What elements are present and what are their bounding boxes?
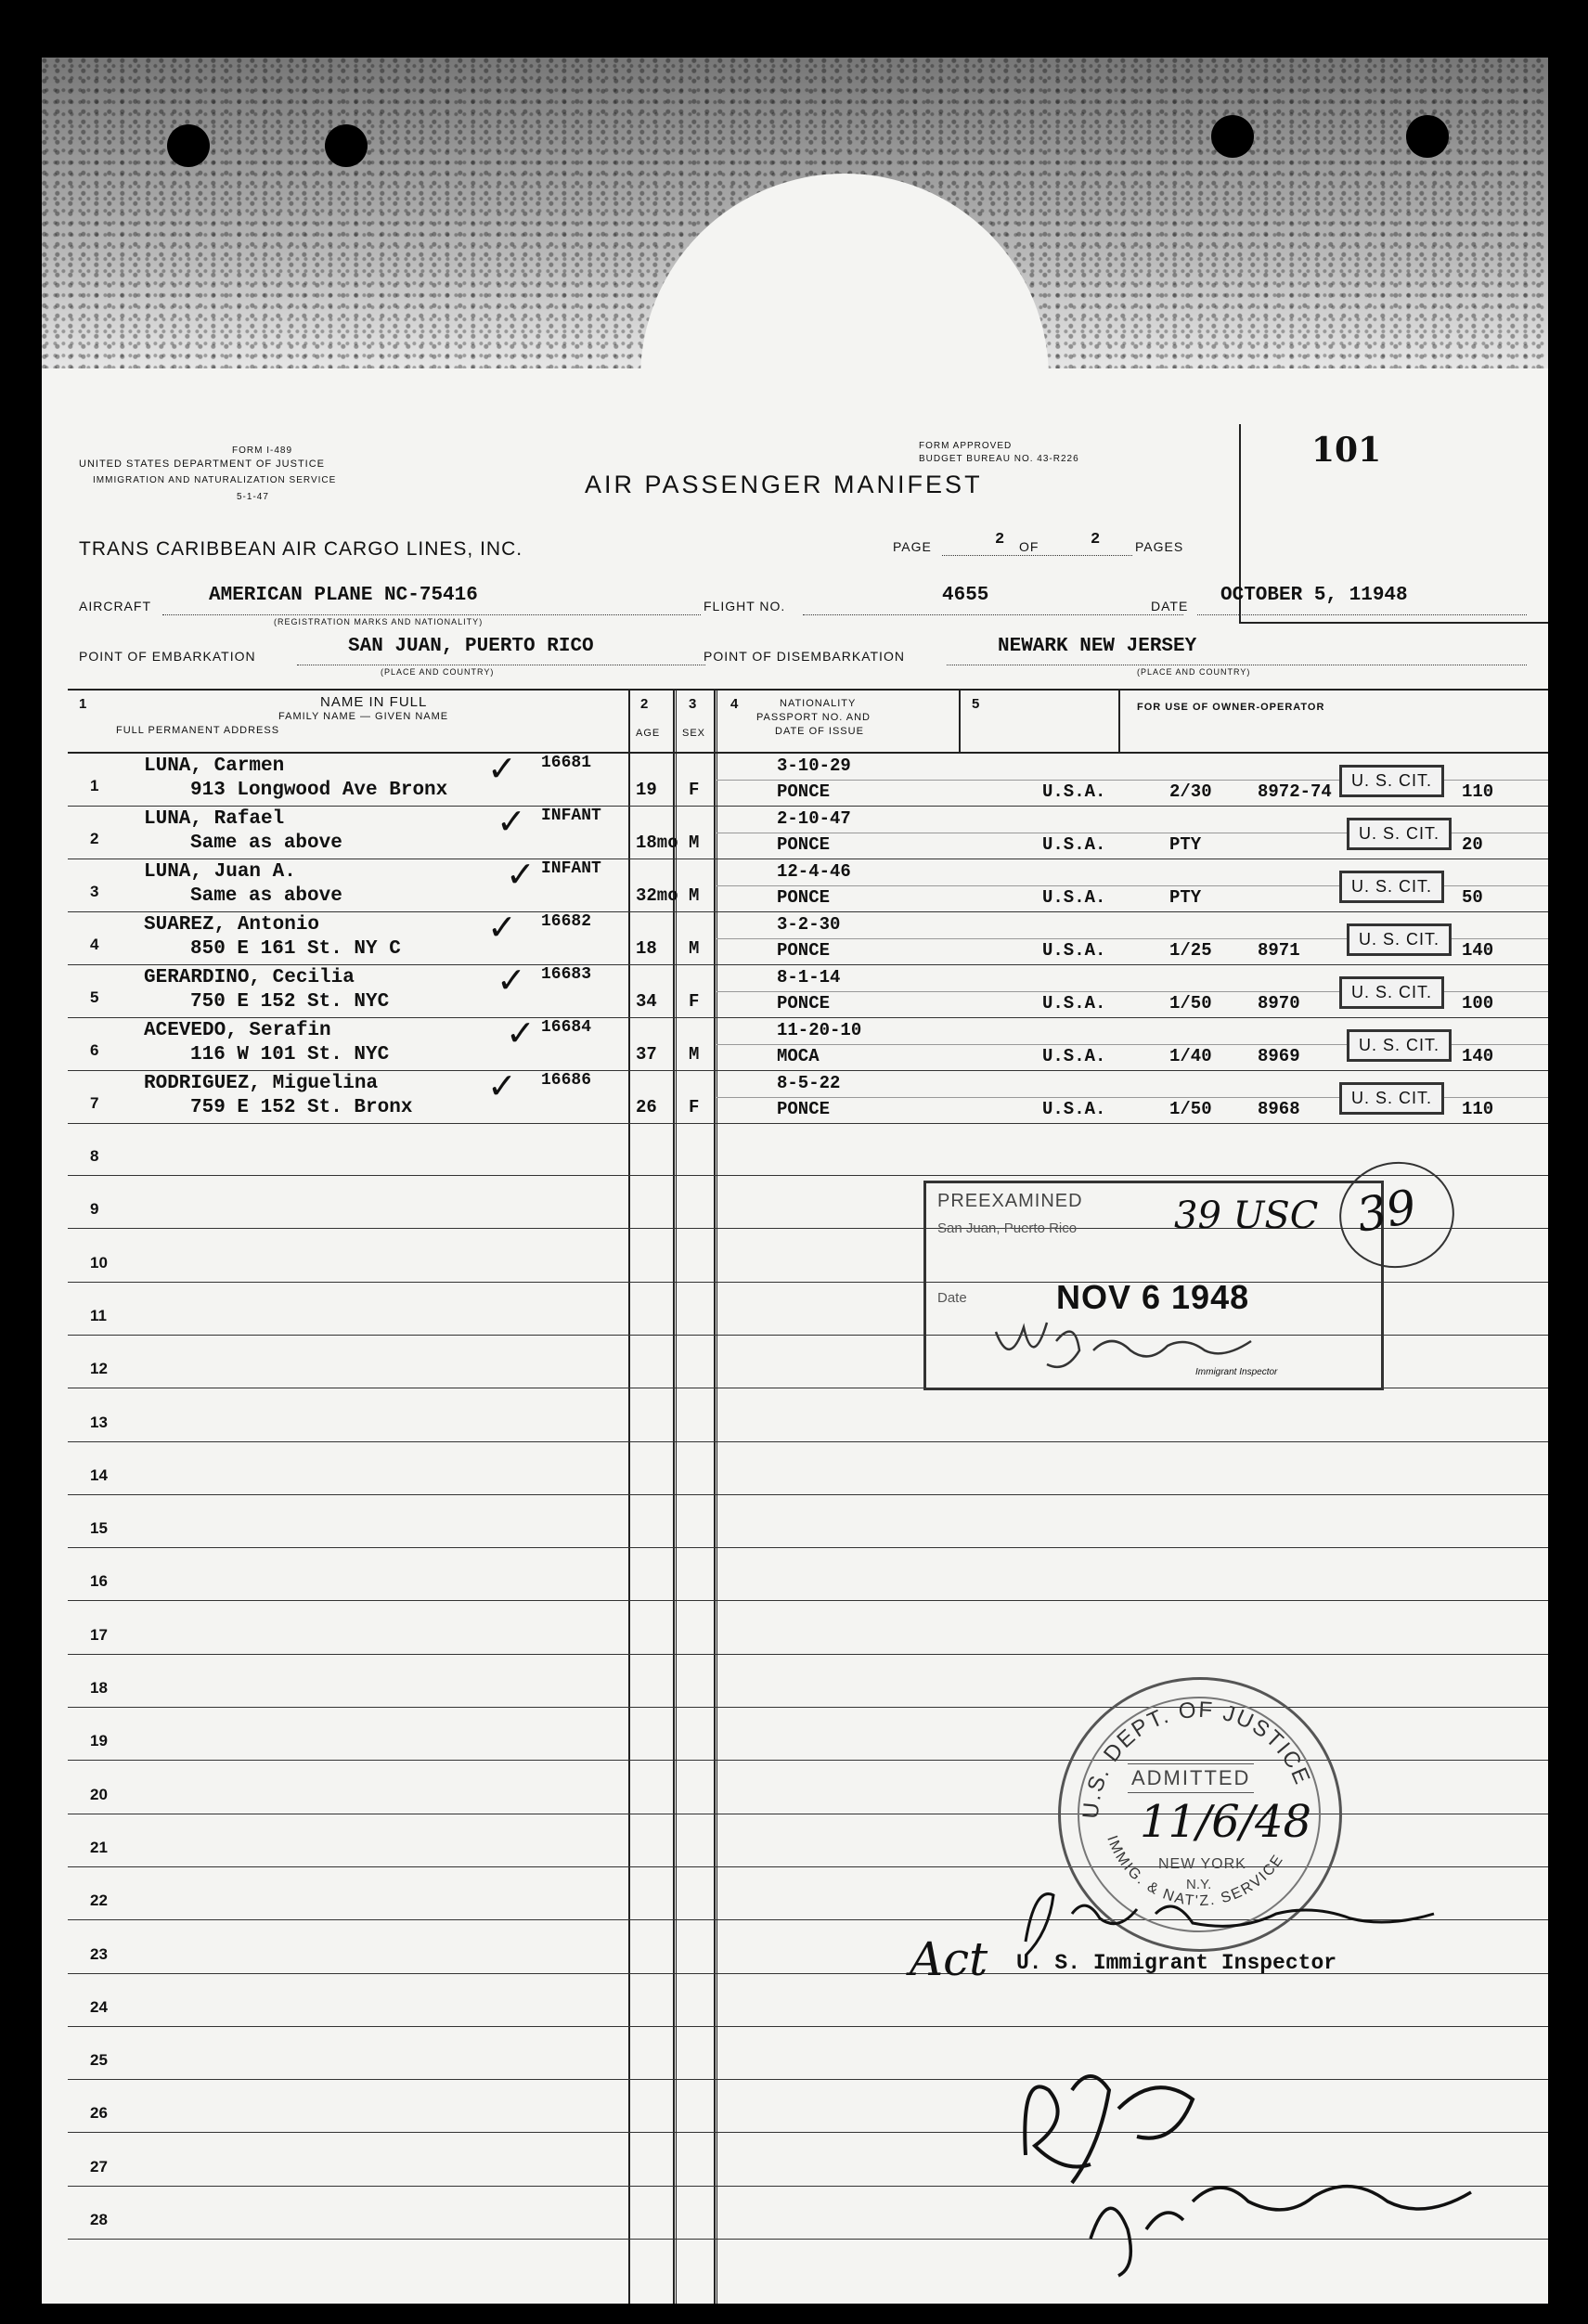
flight-date: OCTOBER 5, 11948	[1220, 585, 1408, 606]
preexam-inspector-label: Immigrant Inspector	[1195, 1367, 1278, 1377]
punch-hole	[325, 124, 368, 167]
check-mark-icon: ✓	[497, 801, 526, 842]
us-citizen-stamp: U. S. CIT.	[1347, 1029, 1452, 1062]
us-citizen-stamp: U. S. CIT.	[1347, 923, 1452, 956]
col4-title-line1: NATIONALITY	[780, 698, 857, 709]
row-number: 6	[90, 1041, 99, 1059]
page-label: PAGE	[893, 539, 932, 554]
reference-number: 8972-74	[1258, 781, 1332, 802]
nationality: U.S.A.	[1042, 993, 1106, 1014]
row-number: 26	[90, 2104, 108, 2122]
inspector-signature	[991, 1313, 1298, 1378]
passenger-age: 37	[636, 1044, 657, 1065]
ticket-number: INFANT	[541, 859, 601, 878]
col2-number: 2	[640, 696, 649, 712]
svg-text:U.S. DEPT. OF JUSTICE: U.S. DEPT. OF JUSTICE	[1078, 1697, 1316, 1820]
service-name: IMMIGRATION AND NATURALIZATION SERVICE	[93, 475, 337, 485]
document-title: AIR PASSENGER MANIFEST	[585, 471, 983, 498]
fare-code: PTY	[1169, 834, 1202, 855]
col6-title: FOR USE OF OWNER-OPERATOR	[1137, 702, 1325, 713]
row-number: 18	[90, 1679, 108, 1697]
passenger-address: 850 E 161 St. NY C	[190, 938, 401, 960]
passenger-name: ACEVEDO, Serafin	[144, 1020, 331, 1041]
col4-number: 4	[730, 696, 739, 712]
signature-bromelski	[1007, 2034, 1527, 2285]
row-number: 16	[90, 1572, 108, 1590]
passenger-name: RODRIGUEZ, Miguelina	[144, 1073, 379, 1094]
embarkation-value: SAN JUAN, PUERTO RICO	[348, 636, 594, 657]
ticket-number: 16683	[541, 965, 592, 984]
reference-number: 8968	[1258, 1099, 1300, 1119]
ticket-number: 16686	[541, 1071, 592, 1090]
row-number: 14	[90, 1466, 108, 1484]
birthplace: MOCA	[777, 1046, 820, 1066]
row-number: 1	[90, 777, 99, 794]
passenger-address: Same as above	[190, 885, 342, 907]
passenger-sex: F	[689, 991, 700, 1012]
fare-code: PTY	[1169, 887, 1202, 908]
ticket-number: INFANT	[541, 807, 601, 825]
disembarkation-value: NEWARK NEW JERSEY	[998, 636, 1197, 657]
usc-annotation: 39 USC	[1174, 1194, 1319, 1237]
birthplace: PONCE	[777, 781, 831, 802]
col1-address-heading: FULL PERMANENT ADDRESS	[116, 725, 280, 736]
col1-subtitle: FAMILY NAME — GIVEN NAME	[278, 711, 449, 722]
sheet-number: 101	[1311, 431, 1382, 470]
preexam-heading: PREEXAMINED	[937, 1191, 1083, 1211]
signature-john	[998, 1877, 1462, 1960]
ticket-number: 16684	[541, 1018, 592, 1037]
col3-number: 3	[689, 696, 697, 712]
row-number: 22	[90, 1891, 108, 1909]
carrier-name: TRANS CARIBBEAN AIR CARGO LINES, INC.	[79, 538, 523, 560]
col1-number: 1	[79, 696, 87, 712]
ticket-number: 16682	[541, 912, 592, 931]
nationality: U.S.A.	[1042, 887, 1106, 908]
passenger-address: Same as above	[190, 833, 342, 854]
admitted-city: NEW YORK	[1158, 1856, 1246, 1872]
passenger-sex: F	[689, 1097, 700, 1117]
row-number: 15	[90, 1519, 108, 1537]
total-pages: 2	[1091, 531, 1101, 549]
circled-number: 39	[1352, 1179, 1421, 1243]
row-number: 25	[90, 2051, 108, 2069]
baggage-weight: 110	[1462, 1099, 1494, 1119]
col4-title-line2: PASSPORT NO. AND	[756, 712, 871, 723]
row-number: 4	[90, 936, 99, 953]
budget-bureau-no: BUDGET BUREAU NO. 43-R226	[919, 454, 1079, 464]
fare-code: 1/25	[1169, 940, 1212, 961]
nationality: U.S.A.	[1042, 940, 1106, 961]
disembarkation-label: POINT OF DISEMBARKATION	[704, 649, 905, 664]
inspector-title: U. S. Immigrant Inspector	[1016, 1951, 1337, 1975]
form-number: FORM I-489	[232, 445, 293, 456]
admitted-date: 11/6/48	[1140, 1796, 1312, 1848]
passenger-name: LUNA, Juan A.	[144, 861, 296, 883]
row-number: 2	[90, 830, 99, 847]
admitted-status: ADMITTED	[1128, 1763, 1254, 1793]
passport-issue-date: 3-10-29	[777, 755, 851, 776]
nationality: U.S.A.	[1042, 834, 1106, 855]
passport-issue-date: 11-20-10	[777, 1020, 862, 1040]
passenger-sex: M	[689, 938, 700, 959]
row-number: 7	[90, 1094, 99, 1112]
passenger-address: 913 Longwood Ave Bronx	[190, 780, 448, 801]
check-mark-icon: ✓	[487, 1065, 517, 1106]
disembarkation-note: (PLACE AND COUNTRY)	[1137, 667, 1251, 677]
col5-number: 5	[972, 696, 980, 712]
passenger-address: 759 E 152 St. Bronx	[190, 1097, 413, 1118]
check-mark-icon: ✓	[506, 854, 536, 895]
embarkation-note: (PLACE AND COUNTRY)	[381, 667, 495, 677]
passenger-age: 26	[636, 1097, 657, 1117]
preexam-date-label: Date	[937, 1290, 967, 1306]
punch-hole	[1211, 115, 1254, 158]
of-label: OF	[1019, 539, 1039, 554]
reference-number: 8969	[1258, 1046, 1300, 1066]
flight-label: FLIGHT NO.	[704, 599, 786, 613]
passenger-sex: M	[689, 833, 700, 853]
passenger-age: 32mo	[636, 885, 678, 906]
us-citizen-stamp: U. S. CIT.	[1339, 1082, 1444, 1115]
birthplace: PONCE	[777, 834, 831, 855]
row-number: 12	[90, 1360, 108, 1377]
admitted-state: N.Y.	[1186, 1877, 1212, 1892]
col4-title-line3: DATE OF ISSUE	[775, 726, 864, 737]
row-number: 9	[90, 1200, 99, 1218]
punch-hole	[167, 124, 210, 167]
nationality: U.S.A.	[1042, 781, 1106, 802]
passport-issue-date: 8-5-22	[777, 1073, 841, 1093]
passenger-name: LUNA, Rafael	[144, 808, 285, 830]
passenger-sex: M	[689, 885, 700, 906]
check-mark-icon: ✓	[497, 960, 526, 1001]
ticket-number: 16681	[541, 754, 592, 772]
department-name: UNITED STATES DEPARTMENT OF JUSTICE	[79, 458, 326, 470]
row-number: 20	[90, 1786, 108, 1803]
reference-number: 8970	[1258, 993, 1300, 1014]
preexam-date: NOV 6 1948	[1056, 1278, 1250, 1316]
us-citizen-stamp: U. S. CIT.	[1347, 818, 1452, 850]
row-number: 28	[90, 2211, 108, 2228]
passenger-sex: M	[689, 1044, 700, 1065]
baggage-weight: 50	[1462, 887, 1483, 908]
passenger-age: 34	[636, 991, 657, 1012]
manifest-sheet	[42, 58, 1548, 2304]
us-citizen-stamp: U. S. CIT.	[1339, 976, 1444, 1009]
birthplace: PONCE	[777, 993, 831, 1014]
preexam-location: San Juan, Puerto Rico	[937, 1220, 1078, 1236]
form-date-code: 5-1-47	[237, 492, 269, 502]
col2-title: AGE	[636, 728, 661, 739]
passenger-address: 116 W 101 St. NYC	[190, 1044, 390, 1065]
passenger-age: 18	[636, 938, 657, 959]
baggage-weight: 140	[1462, 1046, 1494, 1066]
fare-code: 1/50	[1169, 1099, 1212, 1119]
us-citizen-stamp: U. S. CIT.	[1339, 871, 1444, 903]
fare-code: 1/50	[1169, 993, 1212, 1014]
row-number: 8	[90, 1147, 99, 1165]
row-number: 27	[90, 2158, 108, 2176]
passenger-age: 18mo	[636, 833, 678, 853]
row-number: 24	[90, 1998, 108, 2016]
check-mark-icon: ✓	[487, 907, 517, 948]
row-number: 3	[90, 883, 99, 900]
svg-text:IMMIG. & NAT'Z. SERVICE: IMMIG. & NAT'Z. SERVICE	[1104, 1833, 1287, 1910]
birthplace: PONCE	[777, 887, 831, 908]
embarkation-label: POINT OF EMBARKATION	[79, 649, 256, 664]
flight-number: 4655	[942, 585, 989, 606]
col3-title: SEX	[682, 728, 706, 739]
row-number: 23	[90, 1945, 108, 1963]
form-approved: FORM APPROVED	[919, 441, 1013, 451]
col1-title: NAME IN FULL	[320, 694, 428, 710]
birthplace: PONCE	[777, 940, 831, 961]
passenger-name: LUNA, Carmen	[144, 755, 285, 777]
passenger-name: SUAREZ, Antonio	[144, 914, 320, 936]
row-number: 21	[90, 1839, 108, 1856]
baggage-weight: 110	[1462, 781, 1494, 802]
acting-prefix: Act	[910, 1932, 988, 1986]
nationality: U.S.A.	[1042, 1046, 1106, 1066]
baggage-weight: 140	[1462, 940, 1494, 961]
passport-issue-date: 2-10-47	[777, 808, 851, 829]
row-number: 19	[90, 1732, 108, 1749]
punch-hole	[1406, 115, 1449, 158]
check-mark-icon: ✓	[487, 748, 517, 789]
page-number: 2	[995, 531, 1005, 549]
aircraft-label: AIRCRAFT	[79, 599, 151, 613]
pages-label: PAGES	[1135, 539, 1184, 554]
date-label: DATE	[1151, 599, 1189, 613]
fare-code: 2/30	[1169, 781, 1212, 802]
baggage-weight: 100	[1462, 993, 1494, 1014]
row-number: 13	[90, 1414, 108, 1431]
passenger-sex: F	[689, 780, 700, 800]
row-number: 11	[90, 1307, 107, 1324]
passport-issue-date: 12-4-46	[777, 861, 851, 882]
row-number: 17	[90, 1626, 108, 1644]
fare-code: 1/40	[1169, 1046, 1212, 1066]
passenger-address: 750 E 152 St. NYC	[190, 991, 390, 1013]
check-mark-icon: ✓	[506, 1013, 536, 1053]
passenger-age: 19	[636, 780, 657, 800]
passport-issue-date: 8-1-14	[777, 967, 841, 988]
reference-number: 8971	[1258, 940, 1300, 961]
row-number: 10	[90, 1254, 108, 1272]
aircraft-value: AMERICAN PLANE NC-75416	[209, 585, 478, 606]
aircraft-note: (REGISTRATION MARKS AND NATIONALITY)	[274, 617, 484, 626]
passport-issue-date: 3-2-30	[777, 914, 841, 935]
birthplace: PONCE	[777, 1099, 831, 1119]
row-number: 5	[90, 988, 99, 1006]
passenger-name: GERARDINO, Cecilia	[144, 967, 355, 988]
baggage-weight: 20	[1462, 834, 1483, 855]
us-citizen-stamp: U. S. CIT.	[1339, 765, 1444, 797]
nationality: U.S.A.	[1042, 1099, 1106, 1119]
